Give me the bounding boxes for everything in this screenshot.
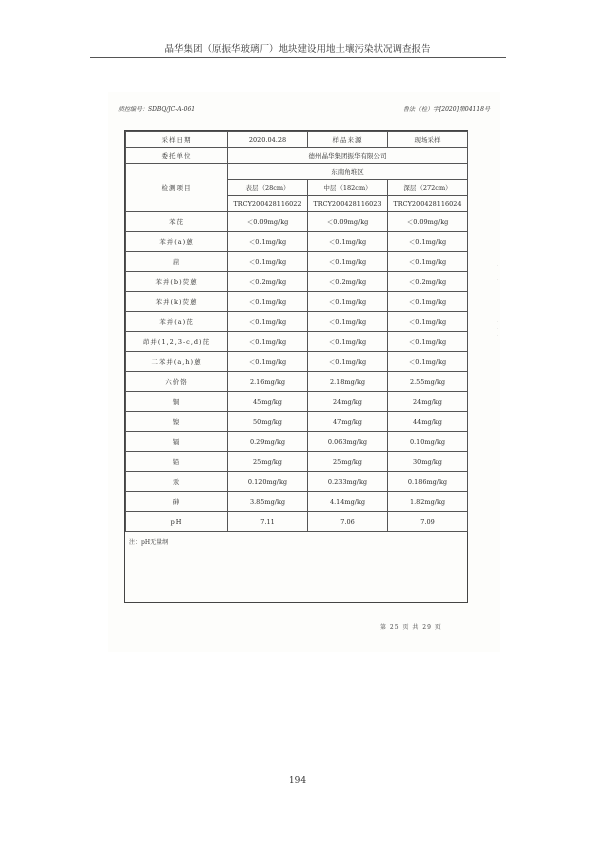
result-row: [126, 392, 468, 412]
result-value: ＜0.09mg/kg: [388, 212, 468, 232]
analyte-name: 䓛: [126, 252, 228, 272]
result-value: ＜0.1mg/kg: [388, 252, 468, 272]
analyte-name: 二苯并(a,h)蒽: [126, 352, 228, 372]
header-rule: [90, 57, 506, 58]
analyte-name: 铜: [126, 392, 228, 412]
client-label: 委托单位: [126, 148, 228, 164]
page-number: 194: [288, 776, 307, 786]
analyte-name: 苯并(a)蒽: [126, 232, 228, 252]
report-number: 鲁法（检）字[2020]第04118号: [402, 106, 490, 113]
results-table: [125, 131, 468, 532]
result-value: ＜0.1mg/kg: [308, 232, 388, 252]
result-row: [126, 232, 468, 252]
result-value: 24mg/kg: [308, 392, 388, 412]
analyte-name: 六价铬: [126, 372, 228, 392]
results-table-frame: [124, 130, 468, 603]
margin-marks: · · · · ·: [497, 263, 499, 338]
item-label: 检测项目: [126, 164, 228, 212]
result-value: 2.18mg/kg: [308, 372, 388, 392]
result-row: [126, 492, 468, 512]
analyte-name: pH: [126, 512, 228, 532]
result-row: [126, 512, 468, 532]
analyte-name: 镍: [126, 412, 228, 432]
sample-id-deep: TRCY200428116024: [388, 196, 468, 212]
result-value: 30mg/kg: [388, 452, 468, 472]
analyte-name: 铅: [126, 452, 228, 472]
analyte-name: 砷: [126, 492, 228, 512]
sample-source-value: 现场采样: [388, 132, 468, 148]
page-header-title: 晶华集团（原振华玻璃厂）地块建设用地土壤污染状况调查报告: [164, 44, 431, 55]
client-row: [126, 148, 468, 164]
result-row: [126, 312, 468, 332]
layer-middle: 中层（182cm）: [308, 180, 388, 196]
result-value: ＜0.1mg/kg: [308, 292, 388, 312]
result-value: ＜0.1mg/kg: [228, 352, 308, 372]
analyte-name: 苯并(a)芘: [126, 312, 228, 332]
note: 注：pH无量纲: [129, 539, 169, 546]
result-row: [126, 272, 468, 292]
result-value: ＜0.1mg/kg: [308, 252, 388, 272]
result-row: [126, 472, 468, 492]
result-value: ＜0.1mg/kg: [388, 232, 468, 252]
analyte-name: 苯并(b)荧蒽: [126, 272, 228, 292]
result-value: 7.11: [228, 512, 308, 532]
result-value: 0.10mg/kg: [388, 432, 468, 452]
analyte-name: 苯芘: [126, 212, 228, 232]
result-value: 0.063mg/kg: [308, 432, 388, 452]
result-value: ＜0.1mg/kg: [228, 292, 308, 312]
analyte-name: 汞: [126, 472, 228, 492]
result-row: [126, 352, 468, 372]
result-value: 0.29mg/kg: [228, 432, 308, 452]
result-value: ＜0.1mg/kg: [388, 332, 468, 352]
result-row: [126, 252, 468, 272]
result-value: ＜0.1mg/kg: [388, 292, 468, 312]
result-row: [126, 452, 468, 472]
result-value: 25mg/kg: [308, 452, 388, 472]
results-table-body: [126, 132, 468, 532]
result-value: 7.06: [308, 512, 388, 532]
result-value: ＜0.1mg/kg: [388, 352, 468, 372]
result-value: ＜0.2mg/kg: [228, 272, 308, 292]
result-value: 47mg/kg: [308, 412, 388, 432]
page-count: 第 25 页 共 29 页: [380, 624, 442, 631]
result-value: ＜0.2mg/kg: [308, 272, 388, 292]
result-row: [126, 432, 468, 452]
result-row: [126, 212, 468, 232]
result-value: ＜0.1mg/kg: [388, 312, 468, 332]
sample-id-surface: TRCY200428116022: [228, 196, 308, 212]
result-value: 3.85mg/kg: [228, 492, 308, 512]
result-value: ＜0.2mg/kg: [388, 272, 468, 292]
analyte-name: 苯并(k)荧蒽: [126, 292, 228, 312]
result-value: 0.186mg/kg: [388, 472, 468, 492]
result-value: 24mg/kg: [388, 392, 468, 412]
result-value: ＜0.1mg/kg: [228, 252, 308, 272]
result-row: [126, 372, 468, 392]
result-value: 1.82mg/kg: [388, 492, 468, 512]
analyte-name: 茚并(1,2,3-c,d)芘: [126, 332, 228, 352]
analyte-name: 镉: [126, 432, 228, 452]
result-value: 2.55mg/kg: [388, 372, 468, 392]
result-value: 4.14mg/kg: [308, 492, 388, 512]
result-value: ＜0.1mg/kg: [228, 332, 308, 352]
result-value: 0.233mg/kg: [308, 472, 388, 492]
result-row: [126, 292, 468, 312]
sampling-date-value: 2020.04.28: [228, 132, 308, 148]
result-value: 50mg/kg: [228, 412, 308, 432]
result-value: 2.16mg/kg: [228, 372, 308, 392]
form-code: 质控编号：SDBQ/JC-A-061: [118, 106, 196, 113]
result-row: [126, 412, 468, 432]
sampling-row: [126, 132, 468, 148]
sample-source-label: 样品来源: [308, 132, 388, 148]
result-value: ＜0.1mg/kg: [228, 312, 308, 332]
result-value: 45mg/kg: [228, 392, 308, 412]
result-value: ＜0.1mg/kg: [308, 332, 388, 352]
sampling-date-label: 采样日期: [126, 132, 228, 148]
result-value: 25mg/kg: [228, 452, 308, 472]
result-value: 44mg/kg: [388, 412, 468, 432]
result-value: ＜0.09mg/kg: [308, 212, 388, 232]
result-value: ＜0.1mg/kg: [308, 352, 388, 372]
layer-surface: 表层（28cm）: [228, 180, 308, 196]
client-value: 德州晶华集团振华有限公司: [228, 148, 468, 164]
area-row: [126, 164, 468, 180]
sample-id-middle: TRCY200428116023: [308, 196, 388, 212]
result-value: ＜0.09mg/kg: [228, 212, 308, 232]
result-value: 7.09: [388, 512, 468, 532]
layer-deep: 深层（272cm）: [388, 180, 468, 196]
result-row: [126, 332, 468, 352]
area-name: 东南角堆区: [228, 164, 468, 180]
result-value: ＜0.1mg/kg: [308, 312, 388, 332]
result-value: ＜0.1mg/kg: [228, 232, 308, 252]
result-value: 0.120mg/kg: [228, 472, 308, 492]
